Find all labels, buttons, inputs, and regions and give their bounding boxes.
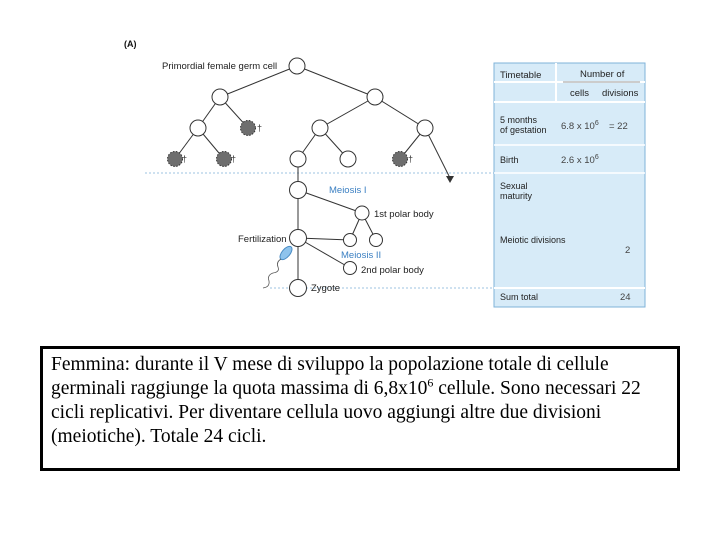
cell [190,120,206,136]
label-fertilization: Fertilization [238,234,287,245]
arrowhead [446,176,454,183]
timetable-header-divisions: divisions [602,88,639,99]
label-first-polar-body: 1st polar body [374,209,434,220]
timetable [494,63,645,307]
row-total-divisions: 24 [620,292,631,303]
panel-label: (A) [124,39,137,49]
row-maturity-label: Sexual [500,181,528,191]
dagger-mark: † [408,154,414,164]
row-total-label: Sum total [500,292,539,302]
cell [290,151,306,167]
dead-cell [241,121,256,136]
label-primordial-germ-cell: Primordial female germ cell [162,61,278,72]
second-polar-body-cell [344,262,357,275]
row-meiotic-label: Meiotic divisions [500,235,566,245]
cells [168,58,434,297]
row-birth-cells: 2.6 x $10^6$ [561,154,599,166]
dagger-mark: † [257,123,263,133]
caption-superscript: 6 [427,375,434,390]
dead-cell [393,152,408,167]
row-meiotic-divisions: 2 [625,245,631,256]
caption-text: Femmina: durante il V mese di sviluppo la popolazione totale di cellule germinali raggiunge la quota massima di $6,8x10^6$ cellule. Sono necessari 22 cicli replicativi. Per diventare cellula uovo aggiungi altre due divisioni (meiotiche). Totale 24 cicli. [51,354,641,447]
cell [212,89,228,105]
row-birth-label: Birth [500,155,519,165]
label-meiosis-2: Meiosis II [341,250,382,261]
timetable-header-number-of: Number of [580,69,625,80]
label-second-polar-body: 2nd polar body [361,265,424,276]
dagger-mark: † [182,154,188,164]
primary-oocyte [290,182,307,199]
sperm-icon [263,244,294,288]
label-meiosis-1: Meiosis I [329,185,367,196]
cell [367,89,383,105]
row-5-months-cells: 6.8 x $10^6$ [561,120,599,132]
dead-cell [217,152,232,167]
zygote-cell [290,280,307,297]
row-5-months-divisions: = 22 [609,121,628,132]
row-5-months-label: 5 months [500,115,538,125]
cell-root [289,58,305,74]
caption-box [40,346,680,471]
timetable-header: Timetable [500,70,542,81]
row-5-months-label-2: of gestation [500,125,547,135]
timetable-header-cells: cells [570,88,590,99]
first-polar-body-cell [355,206,369,220]
secondary-oocyte [290,230,307,247]
polar-body-cell [370,234,383,247]
dagger-mark: † [231,154,237,164]
row-maturity-label-2: maturity [500,191,533,201]
cell [340,151,356,167]
label-zygote: Zygote [311,283,341,294]
cell [312,120,328,136]
polar-body-cell [344,234,357,247]
cell [417,120,433,136]
dead-cell [168,152,183,167]
